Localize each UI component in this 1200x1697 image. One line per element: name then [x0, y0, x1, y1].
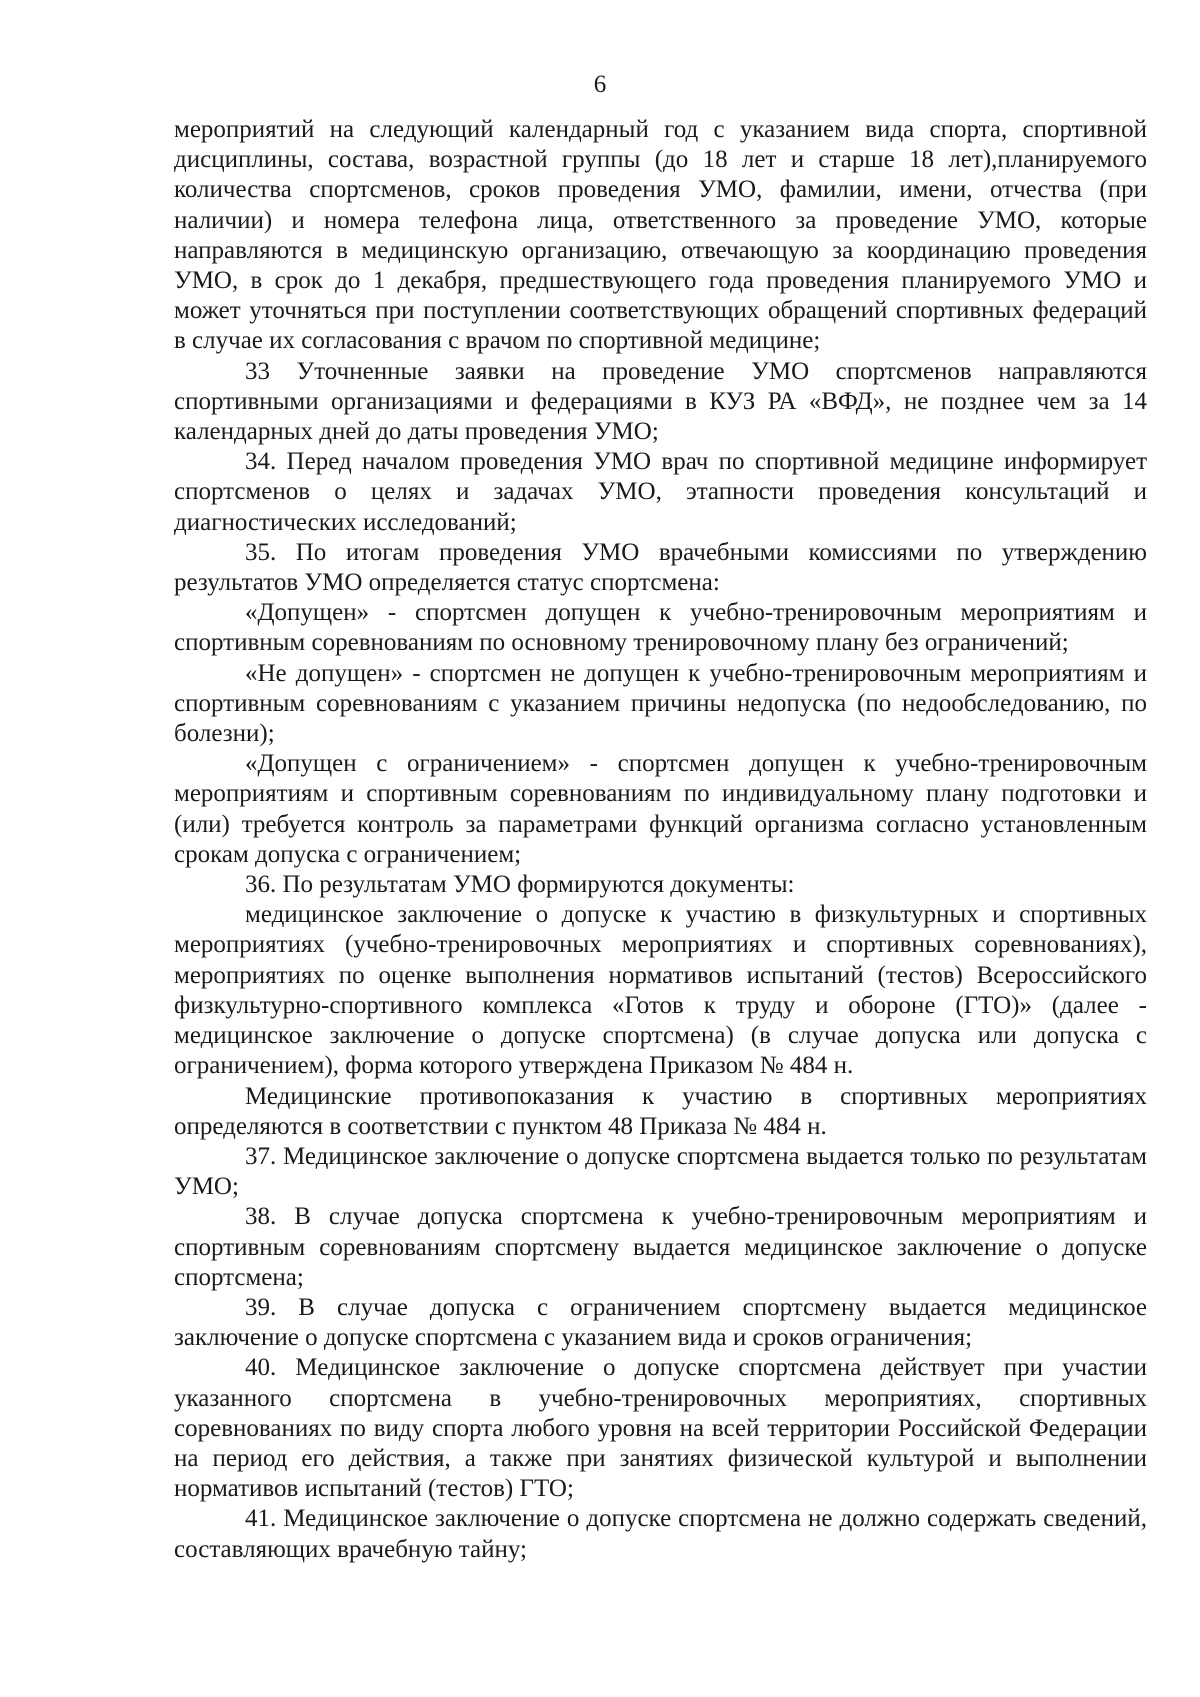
page-number: 6 [593, 71, 607, 98]
status-admitted-with-restriction: «Допущен с ограничением» - спортсмен допущен к учебно-тренировочным мероприятиям и спортивным соревнованиям по индивидуальному плану подготовки и (или) требуется контроль за параметрами функций организма согласно установленным срокам допуска с ограничением; [174, 750, 1147, 868]
paragraph-35: 35. По итогам проведения УМО врачебными комиссиями по утверждению результатов УМО определяется статус спортсмена: [174, 538, 1147, 597]
paragraph-34: 34. Перед началом проведения УМО врач по спортивной медицине информирует спортсменов о целях и задачах УМО, этапности проведения консультаций и диагностических исследований; [174, 448, 1147, 536]
status-admitted: «Допущен» - спортсмен допущен к учебно-тренировочным мероприятиям и спортивным соревнованиям по основному тренировочному плану без ограничений; [174, 599, 1147, 657]
document-body [174, 115, 1147, 1565]
paragraph-33: 33 Уточненные заявки на проведение УМО спортсменов направляются спортивными организациями и федерациями в КУЗ РА «ВФД», не позднее чем за 14 календарных дней до даты проведения УМО; [174, 357, 1147, 446]
paragraph-37: 37. Медицинское заключение о допуске спортсмена выдается только по результатам УМО; [174, 1142, 1147, 1201]
paragraph-continuation: мероприятий на следующий календарный год с указанием вида спорта, спортивной дисциплины, состава, возрастной группы (до 18 лет и старше 18 лет),планируемого количества спортсменов, сроков проведения УМО, фамилии, имени, отчества (при наличии) и номера телефона лица, ответственного за проведение УМО, которые направляются в медицинскую организацию, отвечающую за координацию проведения УМО, в срок до 1 декабря, предшествующего года проведения планируемого УМО и может уточняться при поступлении соответствующих обращений спортивных федераций в случае их согласования с врачом по спортивной медицине; [174, 116, 1147, 355]
medical-conclusion-description: медицинское заключение о допуске к участию в физкультурных и спортивных мероприятиях (учебно-тренировочных мероприятиях и спортивных соревнованиях), мероприятиях по оценке выполнения нормативов испытаний (тестов) Всероссийского физкультурно-спортивного комплекса «Готов к труду и обороне (ГТО)» (далее - медицинское заключение о допуске спортсмена) (в случае допуска или допуска с ограничением), форма которого утверждена Приказом № 484 н. [174, 901, 1147, 1080]
paragraph-36: 36. По результатам УМО формируются документы: [245, 871, 795, 899]
paragraph-38: 38. В случае допуска спортсмена к учебно-тренировочным мероприятиям и спортивным соревнованиям спортсмену выдается медицинское заключение о допуске спортсмена; [174, 1203, 1147, 1291]
contraindications-paragraph: Медицинские противопоказания к участию в спортивных мероприятиях определяются в соответствии с пунктом 48 Приказа № 484 н. [174, 1082, 1147, 1140]
paragraph-39: 39. В случае допуска с ограничением спортсмену выдается медицинское заключение о допуске спортсмена с указанием вида и сроков ограничения; [174, 1293, 1147, 1352]
status-not-admitted: «Не допущен» - спортсмен не допущен к учебно-тренировочным мероприятиям и спортивным соревнованиям с указанием причины недопуска (по недообследованию, по болезни); [174, 659, 1147, 748]
paragraph-41: 41. Медицинское заключение о допуске спортсмена не должно содержать сведений, составляющих врачебную тайну; [174, 1505, 1147, 1563]
paragraph-40: 40. Медицинское заключение о допуске спортсмена действует при участии указанного спортсмена в учебно-тренировочных мероприятиях, спортивных соревнованиях по виду спорта любого уровня на всей территории Российской Федерации на период его действия, а также при занятиях физической культурой и выполнении нормативов испытаний (тестов) ГТО; [174, 1354, 1147, 1503]
